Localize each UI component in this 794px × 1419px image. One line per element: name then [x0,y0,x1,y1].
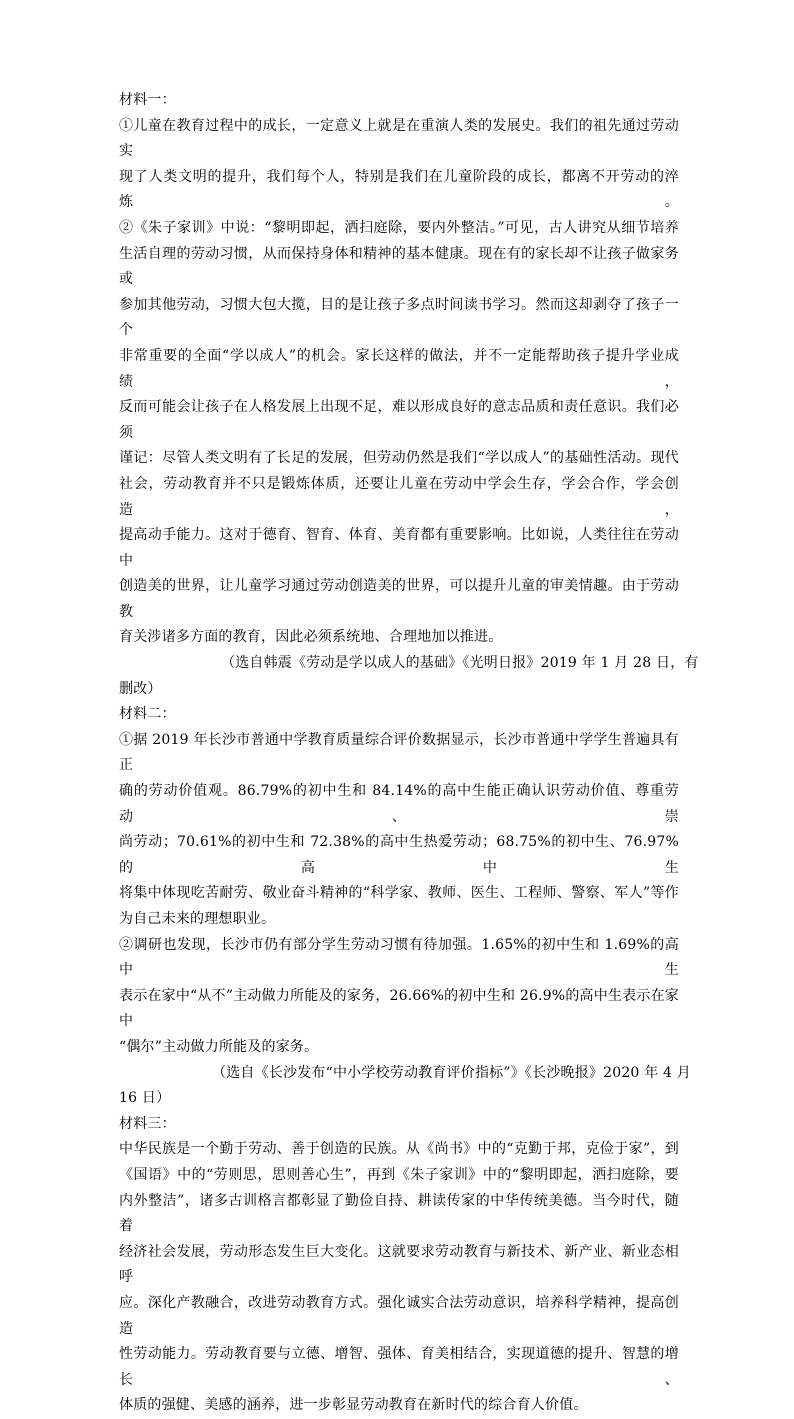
section-3-line: 中华民族是一个勤于劳动、善于创造的民族。从《尚书》中的“克勤于邦，克俭于家”，到 [119,1141,679,1158]
section-1-line: 生活自理的劳动习惯，从而保持身体和精神的基本健康。现在有的家长却不让孩子做家务或 [119,245,679,288]
section-3-line: 应。深化产教融合，改进劳动教育方式。强化诚实合法劳动意识，培养科学精神，提高创造 [119,1294,679,1337]
section-1-line: 创造美的世界，让儿童学习通过劳动创造美的世界，可以提升儿童的审美情趣。由于劳动教 [119,578,679,620]
section-3-line: 《国语》中的“劳则思，思则善心生”，再到《朱子家训》中的“黎明即起，洒扫庭除，要 [119,1166,679,1183]
section-3-heading: 材料三： [119,1115,176,1132]
section-2-line: 确的劳动价值观。86.79%的初中生和 84.14%的高中生能正确认识劳动价值、尊重劳动、崇 [119,783,679,825]
section-1-line: ①儿童在教育过程中的成长，一定意义上就是在重演人类的发展史。我们的祖先通过劳动实 [119,117,679,160]
section-3-line: 内外整洁”，诸多古训格言都彰显了勤俭自持、耕读传家的中华传统美德。当今时代，随着 [119,1192,679,1235]
section-1-source-continued: 删改） [119,680,162,697]
section-3-line: 经济社会发展，劳动形态发生巨大变化。这就要求劳动教育与新技术、新产业、新业态相呼 [119,1243,679,1286]
section-2-line: 为自己未来的理想职业。 [119,911,276,927]
section-2-line: 将集中体现吃苦耐劳、敬业奋斗精神的“科学家、教师、医生、工程师、警察、军人”等作 [119,885,679,902]
section-2-heading: 材料二： [119,706,176,723]
section-2-line: 表示在家中“从不”主动做力所能及的家务，26.66%的初中生和 26.9%的高中生表示在家中 [119,987,679,1030]
section-3-line: 性劳动能力。劳动教育要与立德、增智、强体、育美相结合，实现道德的提升、智慧的增长、 [119,1346,679,1388]
section-1-line: 非常重要的全面“学以成人”的机会。家长这样的做法，并不一定能帮助孩子提升学业成绩， [119,347,679,390]
section-1-line: ②《朱子家训》中说：“黎明即起，洒扫庭除，要内外整洁。”可见，古人讲究从细节培养 [119,219,679,236]
section-2-source: （选自《长沙发布“中小学校劳动教育评价指标”》《长沙晚报》2020 年 4 月 [212,1064,691,1081]
section-3-line: 体质的强健、美感的涵养，进一步彰显劳动教育在新时代的综合育人价值。 [119,1397,588,1414]
section-1-line: 育关涉诸多方面的教育，因此必须系统地、合理地加以推进。 [119,629,503,646]
document-page [119,88,699,1419]
section-1-source: （选自韩震《劳动是学以成人的基础》《光明日报》2019 年 1 月 28 日，有 [221,655,699,672]
section-2-line: 尚劳动；70.61%的初中生和 72.38%的高中生热爱劳动；68.75%的初中生、76.97%的高中生 [119,834,679,876]
section-1-line: 反而可能会让孩子在人格发展上出现不足，难以形成良好的意志品质和责任意识。我们必须 [119,399,679,441]
section-2-source-continued: 16 日） [119,1090,171,1107]
section-1-line: 社会，劳动教育并不只是锻炼体质，还要让儿童在劳动中学会生存，学会合作，学会创造， [119,475,679,518]
section-2-line: ①据 2019 年长沙市普通中学教育质量综合评价数据显示，长沙市普通中学学生普遍具有正 [119,731,679,774]
section-1-line: 提高动手能力。这对于德育、智育、体育、美育都有重要影响。比如说，人类往往在劳动中 [119,527,679,569]
section-2-line: ②调研也发现，长沙市仍有部分学生劳动习惯有待加强。1.65%的初中生和 1.69%的高中生 [119,936,679,979]
section-1-heading: 材料一： [119,92,176,108]
section-1-line: 参加其他劳动，习惯大包大揽，目的是让孩子多点时间读书学习。然而这却剥夺了孩子一个 [119,296,679,339]
section-2-line: “偶尔”主动做力所能及的家务。 [119,1038,319,1055]
section-1-line: 现了人类文明的提升，我们每个人，特别是我们在儿童阶段的成长，都离不开劳动的淬炼。 [119,168,679,211]
section-1-line: 谨记：尽管人类文明有了长足的发展，但劳动仍然是我们“学以成人”的基础性活动。现代 [119,450,679,467]
